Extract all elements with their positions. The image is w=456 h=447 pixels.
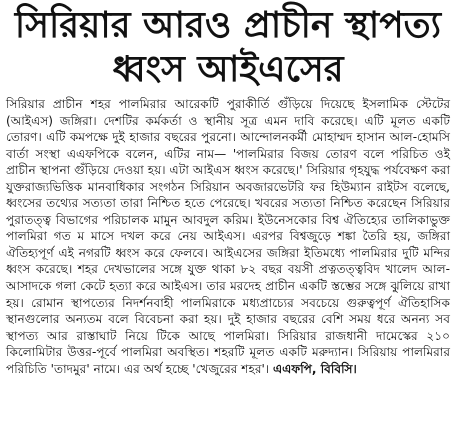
article-credit: এএফপি, বিবিসি।: [272, 361, 357, 376]
headline-line-1: সিরিয়ার আরও প্রাচীন স্থাপত্য: [14, 5, 442, 46]
article-text: সিরিয়ার প্রাচীন শহর পালমিরার আরেকটি পুরাকীর্তি গুঁড়িয়ে দিয়েছে ইসলামিক স্টেটের (আইএস) জঙ্গিরা। দেশটির কর্মকর্তা ও স্থানীয় সূত্র এমন দাবি করেছে। এটি মূলত একটি তোরণ। এটি কমপক্ষে দুই হাজার বছরের পুরনো। আন্দোলনকর্মী মোহাম্মদ হাসান আল-হোমসি বার্তা সংস্থা এএফপিকে বলেন, এটির নাম— 'পালমিরার বিজয় তোরণ বলে পরিচিত ওই প্রাচীন স্থাপনা গুঁড়িয়ে দেওয়া হয়। এটা আইএস ধ্বংস করেছে।' সিরিয়ার গৃহযুদ্ধ পর্যবেক্ষণ করা যুক্তরাজ্যভিত্তিক মানবাধিকার সংগঠন সিরিয়ান অবজারভেটরি ফর হিউম্যান রাইটস বলেছে, ধ্বংসের তথ্যের সত্যতা তারা নিশ্চিত হতে পেরেছে। খবরের সত্যতা নিশ্চিত করেছেন সিরিয়ার পুরাতত্ত্ব বিভাগের পরিচালক মামুন আবদুল করিম। ইউনেসকোর বিশ্ব ঐতিহ্যের তালিকাভুক্ত পালমিরা গত ম মাসে দখল করে নেয় আইএস। এরপর বিশ্বজুড়ে শঙ্কা তৈরি হয়, জঙ্গিরা ঐতিহ্যপূর্ণ এই নগরটি ধ্বংস করে ফেলবে। আইএসের জঙ্গিরা ইতিমধ্যে পালমিরার দুটি মন্দির ধ্বংস করেছে। শহর দেখভালের সঙ্গে যুক্ত থাকা ৮২ বছর বয়সী প্রত্নতত্ত্ববিদ খালেদ আল-আসাদকে গলা কেটে হত্যা করে আইএস। তার মরদেহ প্রাচীন একটি স্তম্ভের সঙ্গে ঝুলিয়ে রাখা হয়। রোমান স্থাপত্যের নিদর্শনবাহী পালমিরাকে মধ্যপ্রাচ্যের সবচেয়ে গুরুত্বপূর্ণ ঐতিহাসিক স্থানগুলোর অন্যতম বলে বিবেচনা করা হয়। দুই হাজার বছরের বেশি সময় ধরে অনন্য সব স্থাপত্য আর রাস্তাঘাট নিয়ে টিকে আছে পালমিরা। সিরিয়ার রাজধানী দামেস্কের ২১০ কিলোমিটার উত্তর-পূর্বে পালমিরা অবস্থিত। শহরটি মূলত একটি মরুদ্যান। সিরিয়ায় পালমিরার পরিচিতি 'তাদমুর' নামে। এর অর্থ হচ্ছে 'খেজুরের শহর'।: [6, 97, 450, 376]
headline-line-2: ধ্বংস আইএসের: [112, 49, 344, 90]
article-body: [6, 96, 450, 377]
article-paragraph: [6, 96, 450, 377]
